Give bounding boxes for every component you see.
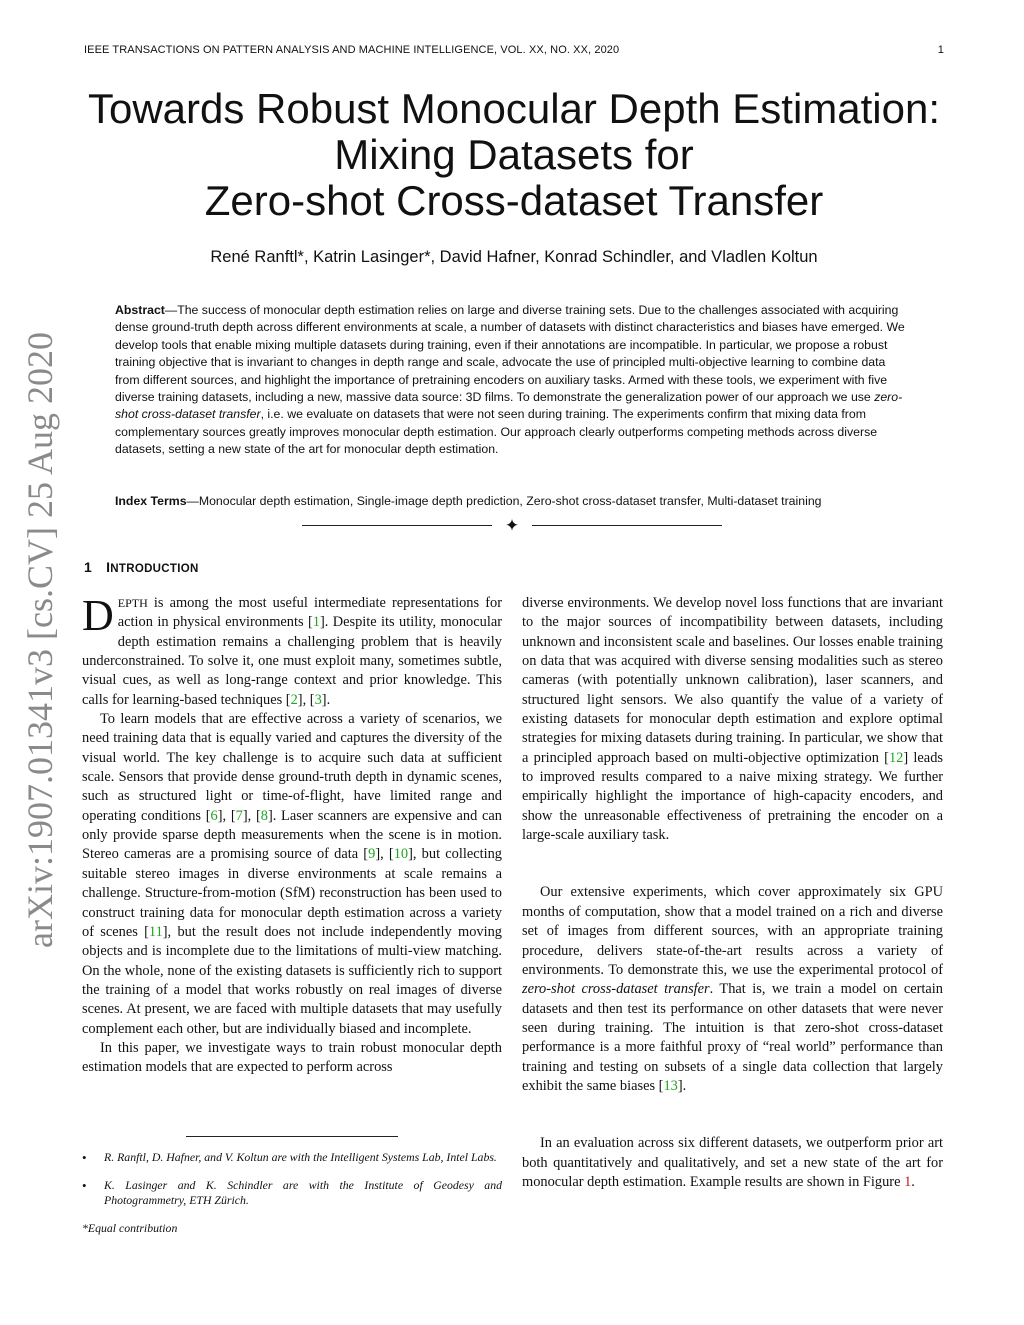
arxiv-stamp[interactable]: arXiv:1907.01341v3 [cs.CV] 25 Aug 2020 xyxy=(20,332,60,948)
bullet-icon: • xyxy=(82,1150,87,1165)
index-terms-text: —Monocular depth estimation, Single-image depth prediction, Zero-shot cross-dataset transfer, Multi-dataset training xyxy=(186,494,822,508)
text-run: is among the most useful intermediate representations for action in physical environments [ xyxy=(117,595,502,631)
abstract-text-2: , i.e. we evaluate on datasets that were not seen during training. The experiments confirm that mixing data from complementary sources greatly improves monocular depth estimation. Our approach clearly outperforms competing methods across diverse datasets, setting a new state of the art for monocular depth estimation. xyxy=(115,407,878,457)
footnote xyxy=(82,1178,502,1209)
figure-link[interactable]: 1 xyxy=(904,1173,912,1190)
text-run: ], [ xyxy=(242,807,261,824)
running-header xyxy=(84,44,944,56)
paragraph xyxy=(82,591,502,710)
section-title-rest: NTRODUCTION xyxy=(110,563,199,575)
divider-line-right xyxy=(532,525,722,526)
text-run: ], but the result does not include independently moving objects and is incomplete due to the limitations of multi-view matching. On the whole, none of the existing datasets is sufficiently rich to support the training of a model that works robustly on real images of diverse scenes. At present, we are faced with multiple datasets that may usefully complement each other, but are individually biased and incomplete. xyxy=(82,923,502,1037)
citation-link[interactable]: 1 xyxy=(312,614,320,631)
title-line-3: Zero-shot Cross-dataset Transfer xyxy=(204,177,824,224)
text-run: ]. Laser scanners are expensive and can only provide sparse depth measurements when the scene is in motion. Stereo cameras are a promising source of data [ xyxy=(82,807,502,863)
section-heading xyxy=(84,559,199,575)
text-run: diverse environments. We develop novel loss functions that are invariant to the major sources of incompatibility between datasets, including unknown and inconsistent scale and baselines. Our losses enable training on data that was acquired with diverse sensing modalities such as stereo cameras (with potentially unknown calibration), laser scanners, and structured light sensors. We also quantify the value of a variety of existing datasets for monocular depth estimation and explore optimal strategies for mixing datasets during training. In particular, we show that a principled approach based on multi-objective optimization [ xyxy=(522,595,943,766)
citation-link[interactable]: 6 xyxy=(210,807,218,824)
footnote-text: R. Ranftl, D. Hafner, and V. Koltun are with the Intelligent Systems Lab, Intel Labs. xyxy=(104,1150,497,1164)
section-number: 1 xyxy=(84,559,93,575)
abstract-italic: zero-shot cross-dataset transfer xyxy=(115,390,903,422)
citation-link[interactable]: 13 xyxy=(663,1077,678,1094)
paragraph-gap xyxy=(522,845,943,883)
paper-title xyxy=(84,86,944,224)
text-run: In an evaluation across six different datasets, we outperform prior art both quantitatively and qualitatively, and set a new state of the art for monocular depth estimation. Example results are shown in Figure xyxy=(522,1135,943,1190)
drop-cap: D xyxy=(82,591,114,640)
text-run: . That is, we train a model on certain datasets and then test its performance on other datasets that were never seen during training. The intuition is that zero-shot cross-dataset performance is a more faithful proxy of “real world” performance than training and testing on subsets of a single data collection that largely exhibit the same biases [ xyxy=(522,981,944,1094)
section-title-first: I xyxy=(106,559,111,575)
text-run: To learn models that are effective across a variety of scenarios, we need training data that is equally varied and captures the diversity of the visual world. The key challenge is to acquire such data at sufficient scale. Sensors that provide dense ground-truth depth in dynamic scenes, such as structured light or time-of-flight, have limited range and operating conditions [ xyxy=(82,711,502,824)
text-run: . xyxy=(911,1173,915,1190)
equal-contribution-note: *Equal contribution xyxy=(82,1220,178,1235)
footnote-text: K. Lasinger and K. Schindler are with the Institute of Geodesy and Photogrammetry, ETH Zürich. xyxy=(104,1177,502,1207)
paragraph xyxy=(522,594,943,845)
paragraph: In this paper, we investigate ways to train robust monocular depth estimation models that are expected to perform across xyxy=(82,1039,502,1076)
paragraph xyxy=(82,710,502,1039)
citation-link[interactable]: 12 xyxy=(888,749,904,766)
abstract-text-1: —The success of monocular depth estimation relies on large and diverse training sets. Due to the challenges associated with acquiring dense ground-truth depth across different environments at scale, a number of datasets with distinct characteristics and biases have emerged. We develop tools that enable mixing multiple datasets during training, even if their annotations are incompatible. In particular, we propose a robust training objective that is invariant to changes in depth range and scale, advocate the use of principled multi-objective learning to combine data from different sources, and highlight the importance of pretraining encoders on auxiliary tasks. Armed with these tools, we experiment with five diverse training datasets, including a new, massive data source: 3D films. To demonstrate the generalization power of our approach we use xyxy=(115,303,905,405)
arxiv-stamp-container xyxy=(0,330,80,950)
text-run: ], [ xyxy=(217,807,236,824)
citation-link[interactable]: 9 xyxy=(368,846,376,863)
citation-link[interactable]: 10 xyxy=(393,846,409,863)
citation-link[interactable]: 7 xyxy=(235,807,243,824)
index-terms-label: Index Terms xyxy=(115,494,187,508)
section-divider xyxy=(302,516,722,536)
italic-term: zero-shot cross-dataset transfer xyxy=(522,981,710,998)
text-run: ] leads to improved results compared to a naive mixing strategy. We further empirically highlight the importance of high-capacity encoders, and show the unreasonable effectiveness of pretraining the encoder on a large-scale auxiliary task. xyxy=(522,749,943,844)
citation-link[interactable]: 3 xyxy=(314,691,322,708)
abstract xyxy=(115,302,913,459)
title-line-1: Towards Robust Monocular Depth Estimation: xyxy=(87,85,941,132)
footnote xyxy=(82,1150,502,1166)
text-run: ], [ xyxy=(375,846,394,863)
title-line-2: Mixing Datasets for xyxy=(334,131,694,178)
paragraph xyxy=(522,883,943,1096)
text-run: ]. xyxy=(321,691,331,708)
abstract-label: Abstract xyxy=(115,303,165,317)
text-run: ], [ xyxy=(297,691,315,708)
left-column xyxy=(82,591,503,1078)
footnote-rule xyxy=(186,1136,398,1137)
paragraph xyxy=(522,1134,943,1192)
citation-link[interactable]: 8 xyxy=(260,807,268,824)
author-list: René Ranftl*, Katrin Lasinger*, David Hafner, Konrad Schindler, and Vladlen Koltun xyxy=(210,248,818,266)
page-number: 1 xyxy=(937,44,944,56)
right-column xyxy=(522,594,943,1192)
divider-line-left xyxy=(302,525,492,526)
index-terms xyxy=(115,493,913,510)
text-run: ]. xyxy=(677,1077,687,1094)
divider-star-icon: ✦ xyxy=(504,516,520,535)
citation-link[interactable]: 11 xyxy=(148,923,163,940)
text-run: ]. Despite its utility, monocular depth estimation remains a challenging problem that is heavily underconstrained. To solve it, one must exploit many, sometimes subtle, visual cues, as well as long-range context and prior knowledge. This calls for learning-based techniques [ xyxy=(82,614,502,708)
text-run: ], but collecting suitable stereo images in diverse environments at scale remains a challenge. Structure-from-motion (SfM) reconstruction has been used to construct training data for monocular depth estimation across a variety of scenes [ xyxy=(82,846,503,940)
bullet-icon: • xyxy=(82,1177,87,1193)
paragraph-gap xyxy=(522,1096,943,1134)
journal-header: IEEE TRANSACTIONS ON PATTERN ANALYSIS AND MACHINE INTELLIGENCE, VOL. XX, NO. XX, 2020 xyxy=(84,44,620,56)
citation-link[interactable]: 2 xyxy=(290,691,298,708)
footnotes xyxy=(82,1150,502,1236)
text-run: Our extensive experiments, which cover approximately six GPU months of computation, show that a model trained on a rich and diverse set of images from different sources, with an appropriate training procedure, delivers state-of-the-art results across a variety of environments. To demonstrate this, we use the experimental protocol of xyxy=(522,884,943,978)
small-caps-lead: EPTH xyxy=(117,596,148,610)
